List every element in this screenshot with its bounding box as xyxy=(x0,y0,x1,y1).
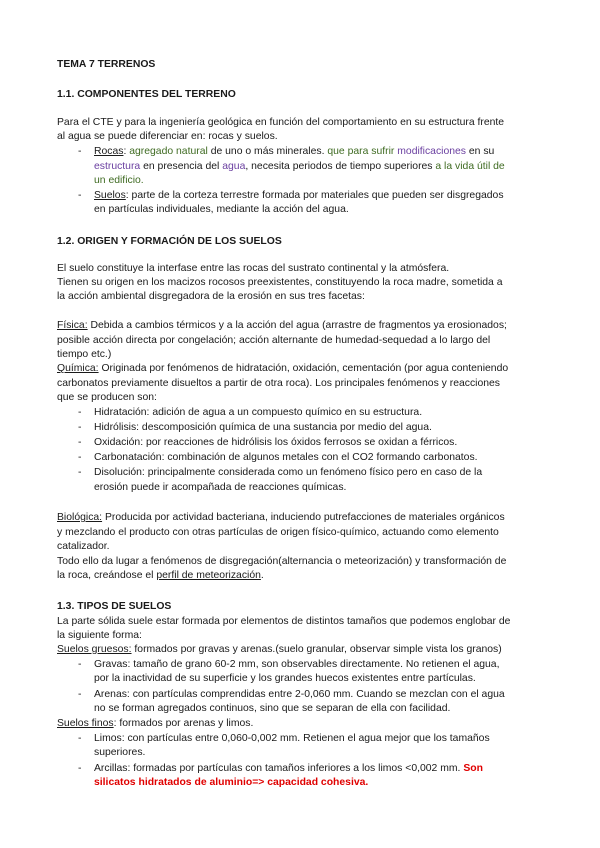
arcillas-line-2: silicatos hidratados de aluminio=> capacidad cohesiva. xyxy=(94,777,369,788)
rocas-green-text: que para sufrir xyxy=(327,146,398,157)
p2-text: . xyxy=(260,570,264,581)
arenas-line-1: Arenas: con partículas comprendidas entre 2-0,060 mm. Cuando se mezclan con el agua xyxy=(94,689,505,700)
gravas-line-1: Gravas: tamaño de grano 60-2 mm, son observables directamente. No retienen el agua, xyxy=(94,659,500,670)
arcillas-text: Arcillas: formadas por partículas con tamaños inferiores a los limos <0,002 mm. xyxy=(94,763,464,774)
arenas-line-2: no se forman agregados continuos, sino que se separan de ella con facilidad. xyxy=(94,703,451,714)
biologica-text: Producida por actividad bacteriana, induciendo putrefacciones de materiales orgánicos xyxy=(102,512,505,523)
bullet-dash: - xyxy=(78,452,82,463)
reaction-item-5: Disolución: principalmente considerada como un fenómeno físico pero en caso de la xyxy=(94,467,483,478)
s2-p1-line-1: El suelo constituye la interfase entre las rocas del sustrato continental y la atmósfera. xyxy=(57,263,450,274)
bullet-dash: - xyxy=(78,467,82,478)
suelos-line-2: en partículas individuales, mediante la acción del agua. xyxy=(94,204,349,215)
gruesos-line xyxy=(57,643,502,656)
section-2-heading: 1.2. ORIGEN Y FORMACIÓN DE LOS SUELOS xyxy=(57,236,282,247)
arcillas-line-1 xyxy=(94,762,483,775)
bullet-dash: - xyxy=(78,422,82,433)
rocas-label: Rocas xyxy=(94,146,124,157)
s3-intro-line-1: La parte sólida suele estar formada por elementos de distintos tamaños que podemos englobar de xyxy=(57,616,511,627)
perfil-link-text: perfil de meteorización xyxy=(156,570,261,581)
bullet-dash: - xyxy=(78,190,82,201)
s2-p1-line-3: la acción ambiental disgregadora de la erosión en sus tres facetas: xyxy=(57,291,365,302)
fisica-label: Física: xyxy=(57,320,88,331)
biologica-line-3: catalizador. xyxy=(57,541,110,552)
rocas-purple-text: modificaciones xyxy=(397,146,466,157)
biologica-label: Biológica: xyxy=(57,512,103,523)
bullet-dash: - xyxy=(78,763,82,774)
rocas-purple-text: agua xyxy=(222,161,246,172)
fisica-line-1 xyxy=(57,319,507,332)
rocas-text: de uno o más minerales. xyxy=(207,146,328,157)
quimica-line-2: carbonatos previamente disueltos a partir de otra roca). Los principales fenómenos y reacciones xyxy=(57,378,500,389)
bullet-dash: - xyxy=(78,146,82,157)
limos-line-2: superiores. xyxy=(94,747,146,758)
rocas-line-1 xyxy=(94,145,494,158)
rocas-green-text: agregado natural xyxy=(129,146,208,157)
bullet-dash: - xyxy=(78,437,82,448)
quimica-line-1 xyxy=(57,362,508,375)
finos-line xyxy=(57,717,253,730)
reaction-item-4: Carbonatación: combinación de algunos metales con el CO2 formando carbonatos. xyxy=(94,452,478,463)
fisica-line-2: posible acción directa por congelación; acción alternante de humedad-sequedad a lo largo del xyxy=(57,335,491,346)
rocas-text: : xyxy=(123,146,130,157)
quimica-line-3: que se producen son: xyxy=(57,392,157,403)
reaction-item-3: Oxidación: por reacciones de hidrólisis los óxidos ferrosos se oxidan a férricos. xyxy=(94,437,458,448)
s1-intro-line-1: Para el CTE y para la ingeniería geológica en función del comportamiento en su estructura frente xyxy=(57,117,505,128)
p2-text: la roca, creándose el xyxy=(57,570,157,581)
reaction-item-1: Hidratación: adición de agua a un compuesto químico en su estructura. xyxy=(94,407,423,418)
s2-p2-line-1: Todo ello da lugar a fenómenos de disgregación(alternancia o meteorización) y transformación de xyxy=(57,556,507,567)
rocas-green-text: a la vida útil de xyxy=(435,161,505,172)
rocas-purple-text: estructura xyxy=(94,161,141,172)
quimica-text: Originada por fenómenos de hidratación, oxidación, cementación (por agua conteniendo xyxy=(98,363,509,374)
rocas-text: , necesita periodos de tiempo superiores xyxy=(245,161,436,172)
biologica-line-2: y mezclando el producto con otras partículas de origen físico-químico, actuando como elemento xyxy=(57,527,499,538)
rocas-line-2 xyxy=(94,160,505,173)
suelos-line-1 xyxy=(94,189,504,202)
biologica-line-1 xyxy=(57,511,505,524)
section-3-heading: 1.3. TIPOS DE SUELOS xyxy=(57,601,172,612)
gravas-line-2: por la inactividad de su superficie y los grandes huecos existentes entre partículas. xyxy=(94,673,476,684)
suelos-text: : parte de la corteza terrestre formada por materiales que pueden ser disgregados xyxy=(125,190,504,201)
s3-intro-line-2: la siguiente forma: xyxy=(57,630,142,641)
bullet-dash: - xyxy=(78,407,82,418)
s1-intro-line-2: al agua se puede diferenciar en: rocas y suelos. xyxy=(57,131,278,142)
fisica-text: Debida a cambios térmicos y a la acción del agua (arrastre de fragmentos ya erosionados; xyxy=(87,320,507,331)
rocas-text: en su xyxy=(466,146,495,157)
bullet-dash: - xyxy=(78,733,82,744)
arcillas-red-text: Son xyxy=(463,763,483,774)
section-1-heading: 1.1. COMPONENTES DEL TERRENO xyxy=(57,89,236,100)
document-title: TEMA 7 TERRENOS xyxy=(57,59,156,70)
fisica-line-3: tiempo etc.) xyxy=(57,349,112,360)
rocas-line-3: un edificio. xyxy=(94,175,144,186)
reaction-item-5-line-2: erosión puede ir acompañada de reacciones químicas. xyxy=(94,482,347,493)
s2-p2-line-2 xyxy=(57,569,264,582)
bullet-dash: - xyxy=(78,659,82,670)
reaction-item-2: Hidrólisis: descomposición química de una sustancia por medio del agua. xyxy=(94,422,432,433)
gruesos-text: formados por gravas y arenas.(suelo granular, observar simple vista los granos) xyxy=(131,644,502,655)
bullet-dash: - xyxy=(78,689,82,700)
rocas-text: en presencia del xyxy=(140,161,223,172)
suelos-label: Suelos xyxy=(94,190,126,201)
gruesos-label: Suelos gruesos: xyxy=(57,644,132,655)
limos-line-1: Limos: con partículas entre 0,060-0,002 mm. Retienen el agua mejor que los tamaños xyxy=(94,733,490,744)
finos-label: Suelos finos xyxy=(57,718,114,729)
finos-text: : formados por arenas y limos. xyxy=(113,718,254,729)
s2-p1-line-2: Tienen su origen en los macizos rocosos preexistentes, constituyendo la roca madre, sometida a xyxy=(57,277,503,288)
quimica-label: Química: xyxy=(57,363,99,374)
